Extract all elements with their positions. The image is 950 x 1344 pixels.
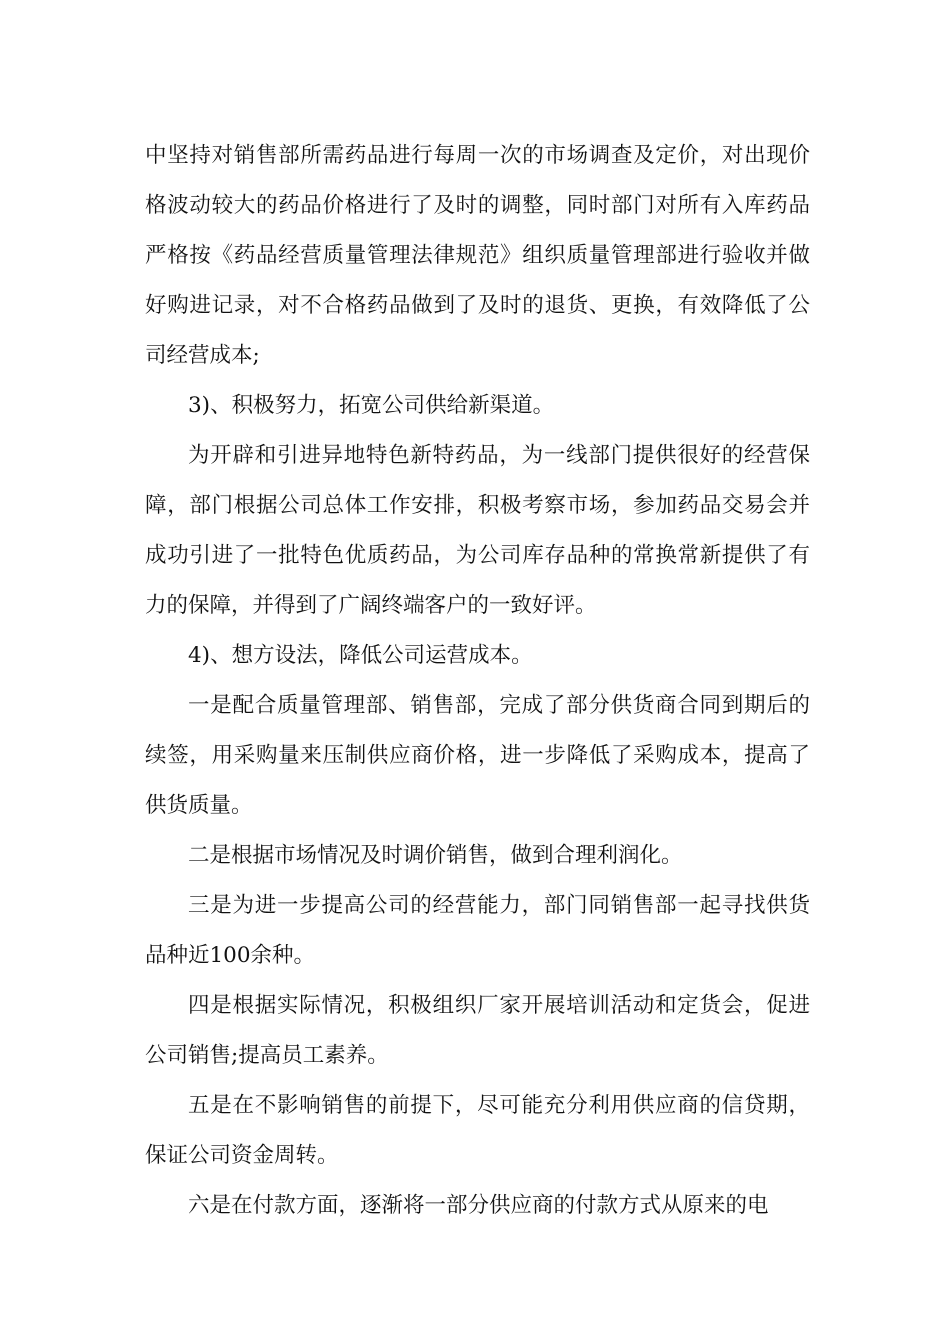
paragraph-6: 二是根据市场情况及时调价销售，做到合理利润化。	[188, 843, 683, 868]
paragraph-9: 五是在不影响销售的前提下，尽可能充分利用供应商的信贷期，保证公司资金周转。	[145, 1093, 810, 1168]
paragraph-5: 一是配合质量管理部、销售部，完成了部分供货商合同到期后的续签，用采购量来压制供应商价格，进一步降低了采购成本，提高了供货质量。	[145, 693, 810, 818]
document-body	[145, 131, 810, 1231]
paragraph-4-heading: 4)、想方设法，降低公司运营成本。	[188, 643, 533, 668]
paragraph-1: 中坚持对销售部所需药品进行每周一次的市场调查及定价，对出现价格波动较大的药品价格进行了及时的调整，同时部门对所有入库药品严格按《药品经营质量管理法律规范》组织质量管理部进行验收并做好购进记录，对不合格药品做到了及时的退货、更换，有效降低了公司经营成本;	[145, 143, 810, 368]
paragraph-8: 四是根据实际情况，积极组织厂家开展培训活动和定货会，促进公司销售;提高员工素养。	[145, 993, 810, 1068]
paragraph-7: 三是为进一步提高公司的经营能力，部门同销售部一起寻找供货品种近100余种。	[145, 893, 810, 968]
paragraph-10: 六是在付款方面，逐渐将一部分供应商的付款方式从原来的电	[188, 1193, 769, 1218]
paragraph-3: 为开辟和引进异地特色新特药品，为一线部门提供很好的经营保障，部门根据公司总体工作安排，积极考察市场，参加药品交易会并成功引进了一批特色优质药品，为公司库存品种的常换常新提供了有力的保障，并得到了广阔终端客户的一致好评。	[145, 443, 810, 618]
paragraph-2-heading: 3)、积极努力，拓宽公司供给新渠道。	[188, 393, 555, 418]
